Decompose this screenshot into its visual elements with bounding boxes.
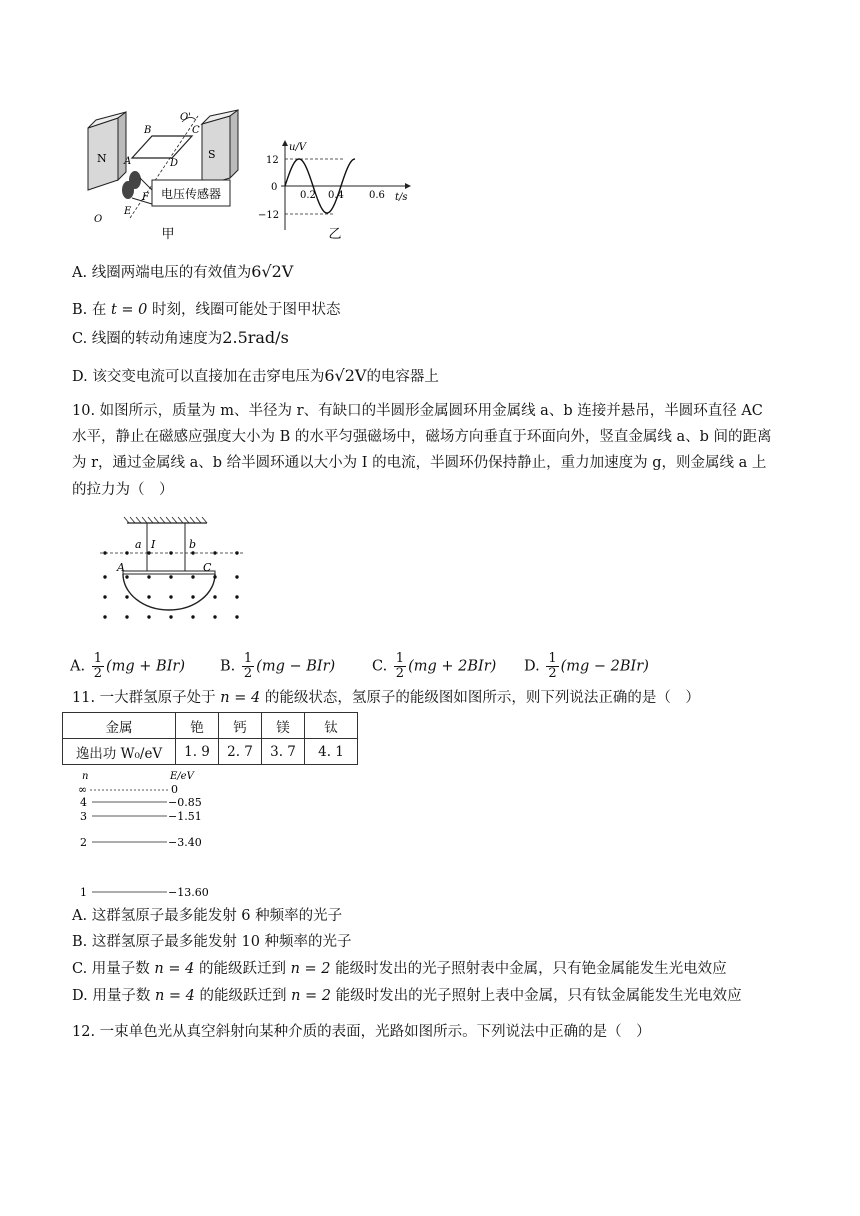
ceiling-hatch: [142, 517, 147, 523]
q9-option-c: C. 线圈的转动角速度为2.5rad/s: [72, 328, 289, 347]
magnetic-field-dot: [169, 575, 172, 578]
level-4-label: 4: [80, 796, 87, 809]
magnetic-field-dot: [213, 595, 216, 598]
ceiling-hatch: [184, 517, 189, 523]
caption-jia: 甲: [161, 227, 175, 242]
ceiling-hatch: [136, 517, 141, 523]
q11-stem: 11. 一大群氢原子处于 n = 4 的能级状态，氢原子的能级图如图所示，则下列说法正确的是（ ）: [72, 690, 700, 706]
level-n-header: n: [82, 771, 89, 782]
level-1-value: −13.60: [168, 886, 209, 899]
magnetic-field-dot: [103, 575, 106, 578]
x-axis-label: t/s: [395, 192, 408, 203]
level-1-label: 1: [80, 886, 87, 899]
label-N: N: [97, 152, 107, 165]
level-4-value: −0.85: [168, 796, 202, 809]
magnetic-field-dot: [191, 551, 194, 554]
magnetic-field-dot: [169, 595, 172, 598]
magnetic-field-dot: [235, 615, 238, 618]
tick-12: 12: [266, 155, 279, 166]
label-B: B: [144, 125, 152, 136]
magnetic-field-dot: [125, 551, 128, 554]
y-axis-label: u/V: [289, 142, 307, 153]
table-header-row: [63, 713, 358, 739]
magnetic-field-dot: [191, 595, 194, 598]
semicircle-ring-figure: [95, 515, 245, 635]
label-A: A: [124, 156, 132, 167]
tick-0.6: 0.6: [369, 190, 385, 201]
magnetic-field-dot: [235, 595, 238, 598]
ceiling-hatch: [130, 517, 135, 523]
ceiling-hatch: [196, 517, 201, 523]
table-header-cell: 钙: [219, 713, 262, 739]
magnetic-field-dot: [191, 615, 194, 618]
ceiling-hatch: [160, 517, 165, 523]
q10-option-b: B. $\frac{1}{2}$ (mg − BIr): [220, 651, 336, 681]
tick-origin: 0: [271, 182, 278, 193]
generator-figure: [80, 108, 255, 243]
level-3-value: −1.51: [168, 810, 202, 823]
label-point-A: A: [117, 561, 125, 574]
magnetic-field-dot: [213, 575, 216, 578]
magnetic-field-dot: [147, 615, 150, 618]
label-current-I: I: [151, 538, 156, 551]
magnetic-field-dot: [125, 615, 128, 618]
magnetic-field-dot: [103, 551, 106, 554]
table-row: [63, 739, 358, 765]
label-wire-b: b: [189, 538, 197, 551]
level-2-label: 2: [80, 836, 87, 849]
magnetic-field-dot: [147, 575, 150, 578]
table-header-cell: 镁: [262, 713, 305, 739]
ceiling-hatch: [190, 517, 195, 523]
tick-minus-12: −12: [258, 210, 280, 221]
ceiling-hatch: [124, 517, 129, 523]
energy-level-diagram: [72, 768, 232, 904]
q9-option-a-value: 6√2V: [251, 262, 294, 281]
level-e-header: E/eV: [170, 771, 194, 782]
label-E: E: [124, 206, 132, 217]
q11-option-c: C. 用量子数 n = 4 的能级跃迁到 n = 2 能级时发出的光子照射表中金属，只有铯金属能发生光电效应: [72, 961, 727, 977]
label-wire-a: a: [135, 538, 142, 551]
q10-stem-line3: 为 r，通过金属线 a、b 给半圆环通以大小为 I 的电流，半圆环仍保持静止，重力加速度为 g，则金属线 a 上: [72, 455, 767, 471]
q10-stem-line2: 水平，静止在磁感应强度大小为 B 的水平匀强磁场中，磁场方向垂直于环面向外，竖直金属线 a、b 间的距离: [72, 429, 772, 445]
level-inf-label: ∞: [78, 783, 88, 796]
ceiling-hatch: [178, 517, 183, 523]
label-D: D: [170, 158, 179, 169]
label-S: S: [208, 148, 216, 161]
table-cell: 1. 9: [176, 739, 219, 765]
magnetic-field-dot: [169, 551, 172, 554]
work-function-table: [62, 712, 358, 765]
magnetic-field-dot: [213, 615, 216, 618]
ceiling-hatch: [172, 517, 177, 523]
label-O: O: [94, 214, 103, 225]
q9-option-b: B. 在 t = 0 时刻，线圈可能处于图甲状态: [72, 302, 341, 318]
magnetic-field-dot: [235, 551, 238, 554]
q10-option-c: C. $\frac{1}{2}$ (mg + 2BIr): [372, 651, 497, 681]
table-header-cell: 铯: [176, 713, 219, 739]
q9-option-c-value: 2.5rad/s: [222, 328, 289, 347]
label-point-C: C: [203, 561, 212, 574]
magnetic-field-dot: [125, 595, 128, 598]
table-row-label: 逸出功 W₀/eV: [63, 739, 176, 765]
tick-0.4: 0.4: [328, 190, 344, 201]
magnetic-field-dot: [169, 615, 172, 618]
q10-stem-line1: 10. 如图所示，质量为 m、半径为 r、有缺口的半圆形金属圆环用金属线 a、b 连接并悬吊，半圆环直径 AC: [72, 403, 763, 419]
magnetic-field-dot: [147, 595, 150, 598]
q11-option-b: B. 这群氢原子最多能发射 10 种频率的光子: [72, 934, 352, 950]
magnetic-field-dot: [103, 595, 106, 598]
table-header-cell: 金属: [63, 713, 176, 739]
table-cell: 3. 7: [262, 739, 305, 765]
label-F: F: [142, 192, 149, 203]
ceiling-hatch: [154, 517, 159, 523]
magnetic-field-dot: [213, 551, 216, 554]
voltage-time-chart: [255, 138, 415, 243]
q10-option-a: A. $\frac{1}{2}$ (mg + BIr): [70, 651, 186, 681]
label-Oprime: O': [180, 112, 191, 123]
q11-option-d: D. 用量子数 n = 4 的能级跃迁到 n = 2 能级时发出的光子照射上表中金属，只有钛金属能发生光电效应: [72, 988, 742, 1004]
q9-option-a: A. 线圈两端电压的有效值为6√2V: [72, 262, 294, 281]
q10-stem-line4: 的拉力为（ ）: [72, 482, 174, 498]
magnetic-field-dot: [125, 575, 128, 578]
table-cell: 4. 1: [305, 739, 358, 765]
label-C: C: [192, 125, 200, 136]
magnetic-field-dot: [235, 575, 238, 578]
level-2-value: −3.40: [168, 836, 202, 849]
magnetic-field-dot: [103, 615, 106, 618]
level-inf-value: 0: [171, 783, 178, 796]
ceiling-hatch: [166, 517, 171, 523]
sensor-label: 电压传感器: [160, 187, 222, 201]
ceiling-hatch: [148, 517, 153, 523]
q12-stem: 12. 一束单色光从真空斜射向某种介质的表面，光路如图所示。下列说法中正确的是（ ）: [72, 1024, 651, 1040]
q9-option-d: D. 该交变电流可以直接加在击穿电压为6√2V的电容器上: [72, 366, 439, 385]
caption-yi: 乙: [328, 227, 342, 242]
magnetic-field-dot: [147, 551, 150, 554]
tick-0.2: 0.2: [300, 190, 316, 201]
table-header-cell: 钛: [305, 713, 358, 739]
q11-option-a: A. 这群氢原子最多能发射 6 种频率的光子: [72, 908, 343, 924]
ceiling-hatch: [202, 517, 207, 523]
level-3-label: 3: [80, 810, 87, 823]
q10-option-d: D. $\frac{1}{2}$ (mg − 2BIr): [524, 651, 649, 681]
table-cell: 2. 7: [219, 739, 262, 765]
magnetic-field-dot: [191, 575, 194, 578]
